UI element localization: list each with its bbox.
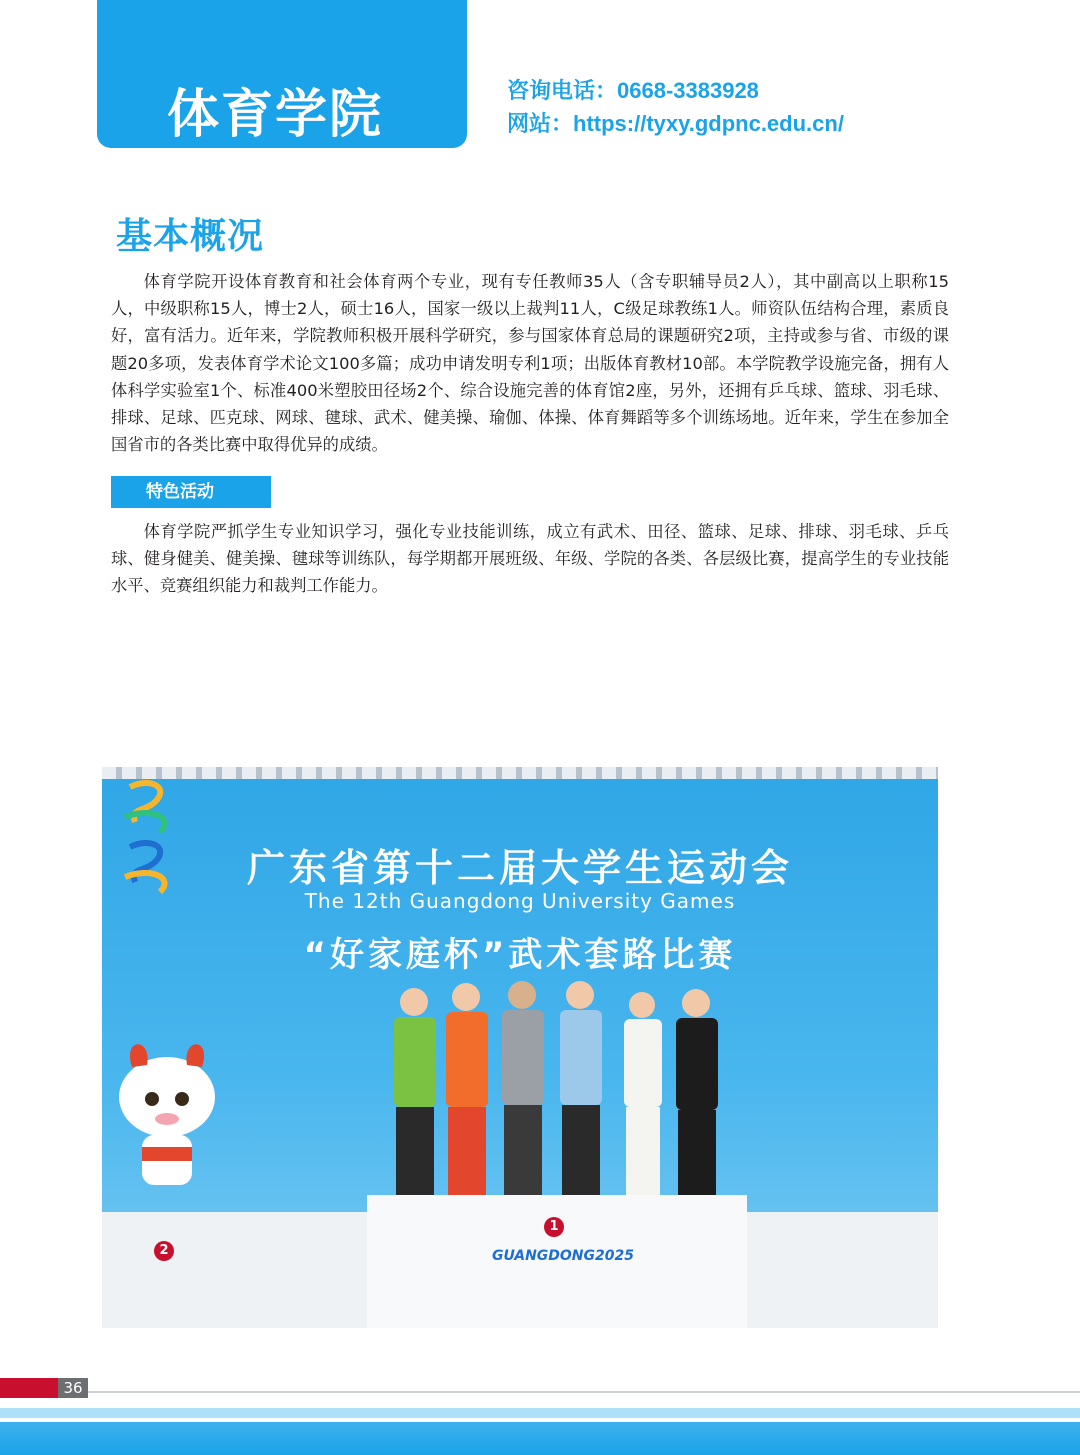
page-divider [88, 1391, 1080, 1393]
page-number-bar [0, 1378, 58, 1398]
footer-stripe [0, 1422, 1080, 1455]
podium-logo [492, 1245, 634, 1264]
footer-stripe-light [0, 1408, 1080, 1418]
contact-phone: 咨询电话：0668-3383928 [507, 78, 759, 103]
overview-paragraph: 体育学院开设体育教育和社会体育两个专业，现有专任教师35人（含专职辅导员2人），其中副高以上职称15人，中级职称15人，博士2人，硕士16人，国家一级以上裁判11人，C级足球教练1人。师资队伍结构合理，素质良好，富有活力。近年来，学院教师积极开展科学研究，参与国家体育总局的课题研究2项，主持或参与省、市级的课题20多项，发表体育学术论文100多篇；成功申请发明专利1项；出版体育教材10部。本学院教学设施完备，拥有人体科学实验室1个、标准400米塑胶田径场2个、综合设施完善的体育馆2座，另外，还拥有乒乓球、篮球、羽毛球、排球、足球、匹克球、网球、毽球、武术、健美操、瑜伽、体操、体育舞蹈等多个训练场地。近年来，学生在参加全国省市的各类比赛中取得优异的成绩。 [111, 272, 949, 455]
banner-chinese-title: 广东省第十二届大学生运动会 [246, 846, 793, 890]
contact-info [507, 74, 844, 140]
overview-heading: 基本概况 [116, 215, 265, 257]
goat-mascot-icon [102, 1037, 232, 1207]
award-ceremony-photo [102, 767, 938, 1328]
header-tab [97, 0, 467, 148]
podium-second-badge: 2 [154, 1241, 174, 1261]
podium-first-badge: 1 [544, 1217, 564, 1237]
college-title: 体育学院 [167, 84, 384, 145]
podium-logo-text: GUANGDONG2025 [492, 1248, 634, 1264]
contact-website[interactable]: 网站：https://tyxy.gdpnc.edu.cn/ [507, 111, 844, 136]
banner-event-title: “好家庭杯”武术套路比赛 [303, 935, 737, 975]
banner-english-title: The 12th Guangdong University Games [304, 889, 736, 913]
features-paragraph: 体育学院严抓学生专业知识学习，强化专业技能训练，成立有武术、田径、篮球、足球、排球、羽毛球、乒乓球、健身健美、健美操、毽球等训练队，每学期都开展班级、年级、学院的各类、各层级比赛，提高学生的专业技能水平、竞赛组织能力和裁判工作能力。 [111, 522, 949, 596]
page-number: 36 [58, 1378, 88, 1398]
features-tag: 特色活动 [111, 476, 271, 508]
